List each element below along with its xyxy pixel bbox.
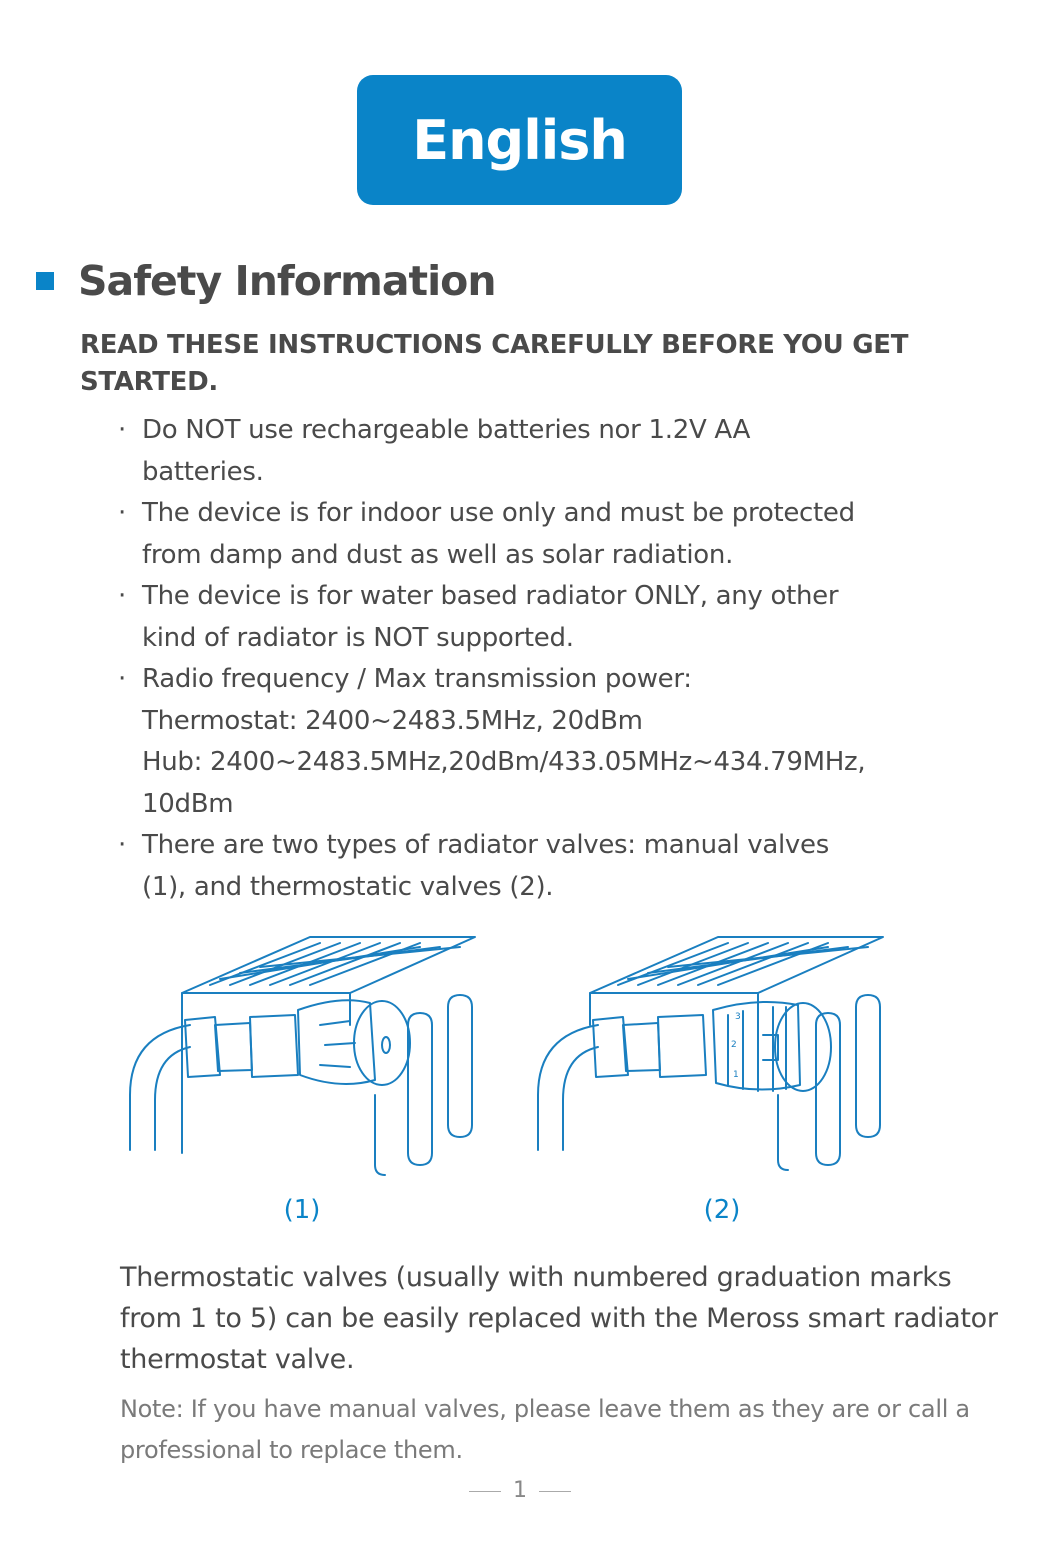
section-header — [36, 257, 496, 305]
bullet-line: Hub: 2400~2483.5MHz,20dBm/433.05MHz~434.79MHz, — [142, 747, 866, 777]
bullet-line: The device is for water based radiator ONLY, any other — [142, 581, 839, 611]
bullet-line: Radio frequency / Max transmission power: — [142, 664, 692, 694]
bullet-item — [118, 825, 998, 908]
bullet-item — [118, 576, 998, 659]
bullet-dot: · — [118, 415, 126, 445]
language-badge: English — [357, 75, 682, 205]
figure-label-2: (2) — [703, 1195, 741, 1225]
bullet-line: 10dBm — [142, 788, 234, 819]
page-number — [0, 1478, 1040, 1503]
page-number-value: 1 — [513, 1478, 527, 1503]
dial-mark: 3 — [735, 1012, 741, 1022]
bullet-line: kind of radiator is NOT supported. — [142, 622, 574, 653]
bullet-item — [118, 410, 998, 493]
intro-warning: READ THESE INSTRUCTIONS CAREFULLY BEFORE YOU GET STARTED. — [80, 330, 909, 397]
dial-mark: 1 — [733, 1070, 739, 1080]
safety-bullet-list — [118, 410, 998, 908]
page-dash-right — [539, 1491, 571, 1492]
page-dash-left — [469, 1491, 501, 1492]
bullet-line: The device is for indoor use only and must be protected — [142, 498, 855, 528]
manual-valve-illustration — [120, 925, 500, 1185]
bullet-dot: · — [118, 664, 126, 694]
bullet-dot: · — [118, 498, 126, 528]
bullet-item — [118, 493, 998, 576]
bullet-dot: · — [118, 581, 126, 611]
bullet-item — [118, 659, 998, 825]
figure-label-1: (1) — [283, 1195, 321, 1225]
bullet-dot: · — [118, 830, 126, 860]
section-square-icon — [36, 272, 54, 290]
dial-mark: 2 — [731, 1040, 737, 1050]
body-paragraph: Thermostatic valves (usually with numbered graduation marks from 1 to 5) can be easily replaced with the Meross smart radiator thermostat valve. — [120, 1262, 998, 1375]
bullet-line: Thermostat: 2400~2483.5MHz, 20dBm — [142, 705, 643, 736]
section-title: Safety Information — [78, 257, 496, 305]
bullet-line: Do NOT use rechargeable batteries nor 1.2V AA — [142, 415, 751, 445]
thermostatic-valve-illustration — [528, 925, 908, 1185]
bullet-line: batteries. — [142, 456, 264, 487]
bullet-line: (1), and thermostatic valves (2). — [142, 871, 554, 902]
note-text: Note: If you have manual valves, please leave them as they are or call a professional to replace them. — [120, 1395, 970, 1464]
bullet-line: from damp and dust as well as solar radiation. — [142, 539, 734, 570]
bullet-line: There are two types of radiator valves: manual valves — [142, 830, 829, 860]
